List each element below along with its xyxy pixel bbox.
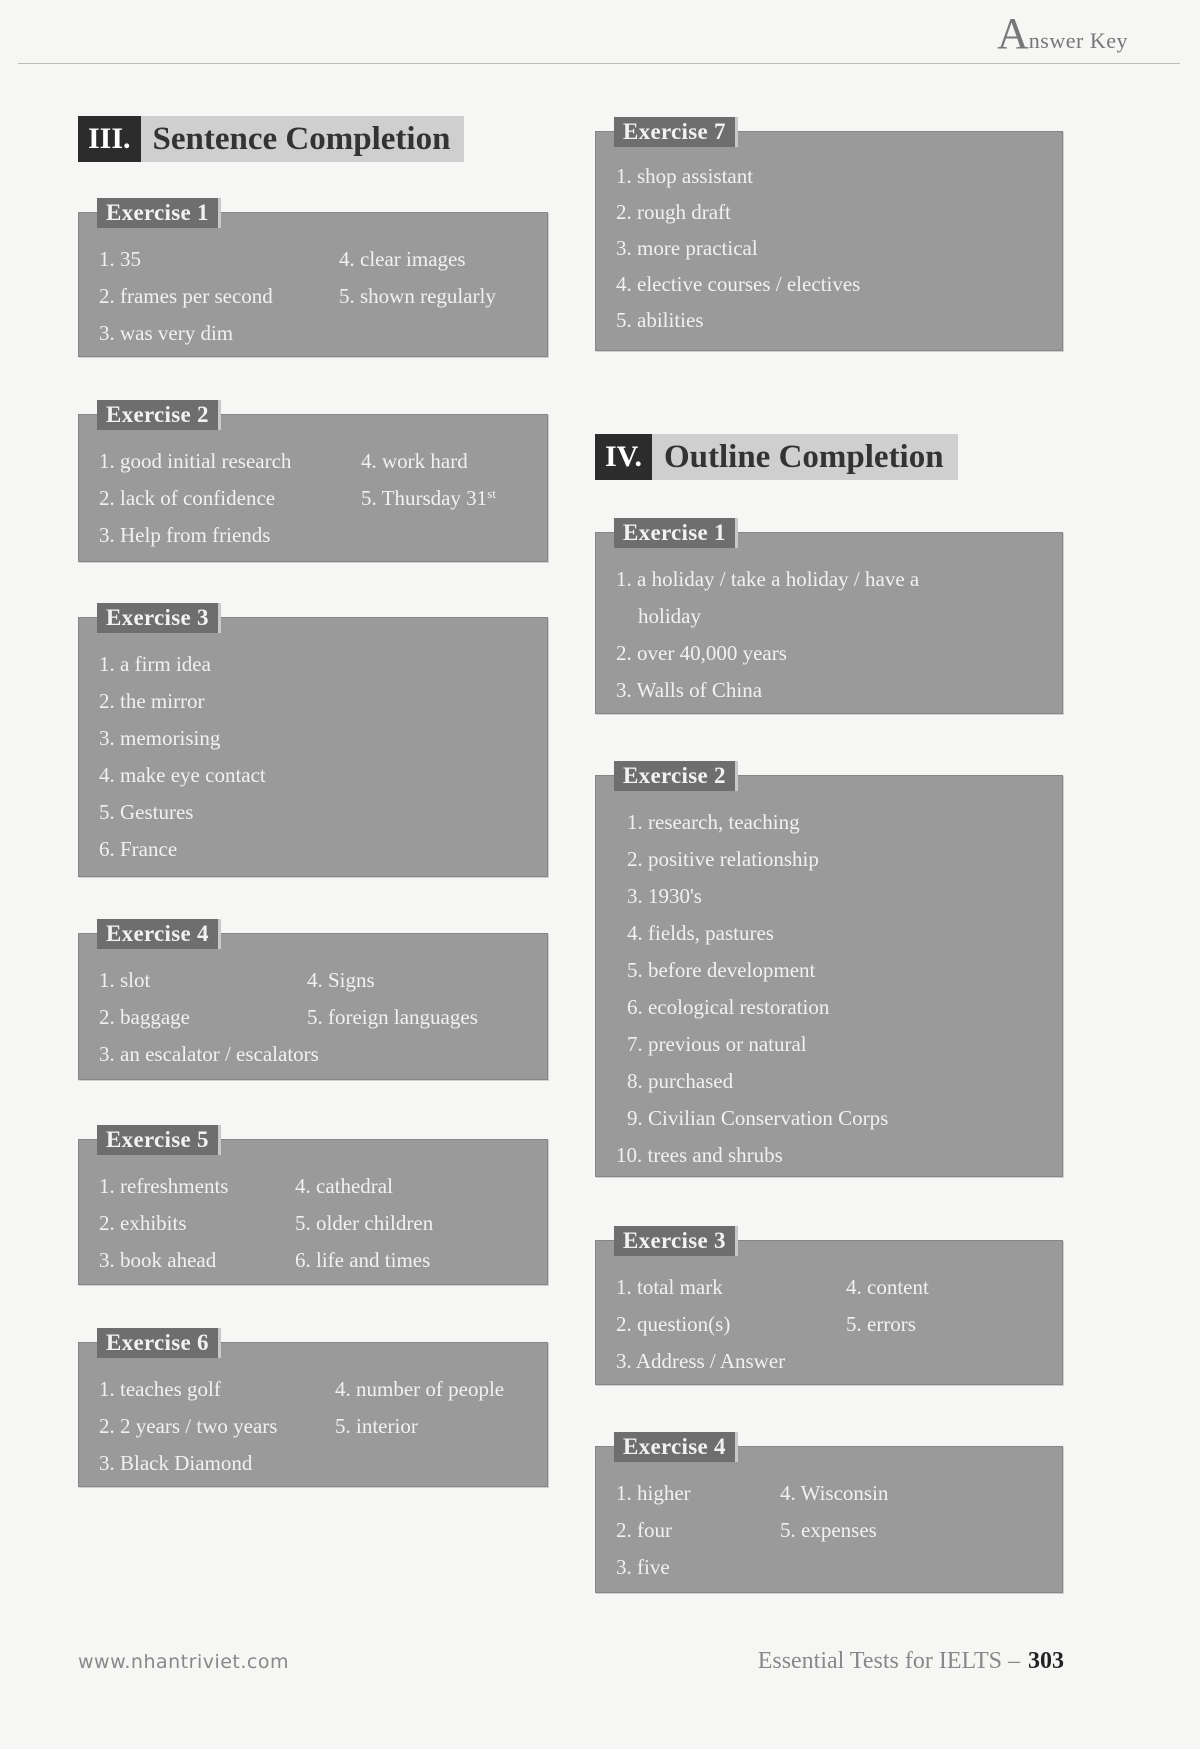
answer-item: 2. lack of confidence [99,486,276,510]
answer-item: 1. good initial research [99,449,292,473]
section-label: Outline Completion [663,438,944,475]
answer-item: 4. number of people [335,1377,505,1401]
exercise-tab: Exercise 3 [97,603,218,633]
answer-list [99,443,539,554]
answer-list [99,646,539,868]
answer-item: 4. make eye contact [99,763,266,787]
answer-item: 2. positive relationship [627,847,819,871]
footer-book-title [758,1648,1064,1675]
answer-item: 4. clear images [339,247,466,271]
section-number: III. [78,116,141,162]
answer-item: 1. research, teaching [627,810,800,834]
answer-item: 4. Signs [307,968,375,992]
exercise-tab: Exercise 5 [97,1125,218,1155]
answer-item: 1. slot [99,968,151,992]
answer-list [99,962,539,1073]
answer-list [616,158,1054,338]
answer-item: 5. before development [627,958,816,982]
answer-list [99,1168,539,1279]
outline-exercise-2-box [595,763,1063,1177]
answer-item: 2. 2 years / two years [99,1414,278,1438]
answer-item: 2. four [616,1518,672,1542]
answer-item: 3. book ahead [99,1248,217,1272]
answer-list [616,561,1054,709]
answer-list [99,1371,539,1482]
sentence-exercise-5-box [78,1127,548,1285]
answer-item: 4. Wisconsin [780,1481,889,1505]
answer-item: 4. content [846,1275,929,1299]
answer-item: 5. errors [846,1312,916,1336]
answer-item: 9. Civilian Conservation Corps [627,1106,889,1130]
exercise-tab: Exercise 2 [614,761,735,791]
section-label: Sentence Completion [152,120,451,157]
answer-list [99,241,539,352]
answer-item: 6. life and times [295,1248,431,1272]
header-rule [18,63,1180,64]
answer-item: 1. a firm idea [99,652,211,676]
answer-item: 2. the mirror [99,689,205,713]
answer-item: 3. five [616,1555,670,1579]
answer-item: 2. baggage [99,1005,190,1029]
answer-item-continued: holiday [638,604,701,628]
answer-text: 5. Thursday 31 [361,486,488,510]
outline-exercise-1-box [595,520,1063,714]
answer-item: 3. an escalator / escalators [99,1042,319,1066]
outline-exercise-3-box [595,1228,1063,1385]
answer-item: 5. older children [295,1211,434,1235]
exercise-tab: Exercise 1 [614,518,735,548]
footer-website: www.nhantriviet.com [78,1651,290,1673]
exercise-tab: Exercise 6 [97,1328,218,1358]
answer-item: 1. 35 [99,247,141,271]
answer-item: 8. purchased [627,1069,734,1093]
answer-item: 5. shown regularly [339,284,496,308]
outline-exercise-4-box [595,1434,1063,1593]
ordinal-suffix: st [487,485,496,501]
page-number: 303 [1028,1648,1064,1674]
answer-item: 2. rough draft [616,199,731,224]
answer-list [616,1475,1054,1586]
sentence-exercise-4-box [78,921,548,1080]
sentence-exercise-7-box [595,119,1063,351]
answer-item: 4. work hard [361,449,468,473]
answer-item: 3. more practical [616,235,758,260]
exercise-tab: Exercise 1 [97,198,218,228]
answer-item: 2. over 40,000 years [616,641,787,665]
answer-item: 1. shop assistant [616,163,754,188]
section-number: IV. [595,434,652,480]
answer-item: 5. interior [335,1414,418,1438]
section-title-sentence-completion [78,116,464,162]
answer-item: 1. higher [616,1481,691,1505]
answer-item: 1. refreshments [99,1174,229,1198]
answer-item: 6. France [99,837,178,861]
running-head-initial: A [997,9,1029,58]
exercise-tab: Exercise 2 [97,400,218,430]
answer-item: 2. frames per second [99,284,273,308]
section-title-outline-completion [595,434,958,480]
answer-list [616,804,1054,1174]
book-title: Essential Tests for IELTS – [757,1648,1020,1674]
sentence-exercise-2-box [78,402,548,562]
answer-item: 6. ecological restoration [627,995,830,1019]
answer-item: 7. previous or natural [627,1032,807,1056]
sentence-exercise-3-box [78,605,548,877]
answer-item: 5. Gestures [99,800,194,824]
answer-list [616,1269,1054,1380]
exercise-tab: Exercise 4 [97,919,218,949]
answer-item: 5. expenses [780,1518,877,1542]
answer-item: 3. 1930's [627,884,702,908]
answer-item [361,480,539,517]
answer-item: 1. teaches golf [99,1377,221,1401]
exercise-tab: Exercise 3 [614,1226,735,1256]
answer-item: 2. exhibits [99,1211,187,1235]
running-head-text: nswer Key [1028,28,1128,53]
answer-item: 5. foreign languages [307,1005,478,1029]
answer-item: 3. Address / Answer [616,1349,786,1373]
running-head [997,9,1128,58]
sentence-exercise-6-box [78,1330,548,1487]
answer-item: 2. question(s) [616,1312,731,1336]
answer-item: 4. fields, pastures [627,921,774,945]
sentence-exercise-1-box [78,200,548,357]
answer-item: 10. trees and shrubs [616,1143,783,1167]
answer-item: 3. memorising [99,726,221,750]
answer-item: 3. Black Diamond [99,1451,253,1475]
answer-item: 4. cathedral [295,1174,393,1198]
answer-item: 1. total mark [616,1275,723,1299]
answer-item: 3. Help from friends [99,523,271,547]
answer-item: 5. abilities [616,307,704,332]
answer-item: 1. a holiday / take a holiday / have a [616,567,920,591]
answer-item: 3. Walls of China [616,678,763,702]
answer-item: 3. was very dim [99,321,234,345]
exercise-tab: Exercise 4 [614,1432,735,1462]
answer-item: 4. elective courses / electives [616,271,861,296]
exercise-tab: Exercise 7 [614,117,735,147]
